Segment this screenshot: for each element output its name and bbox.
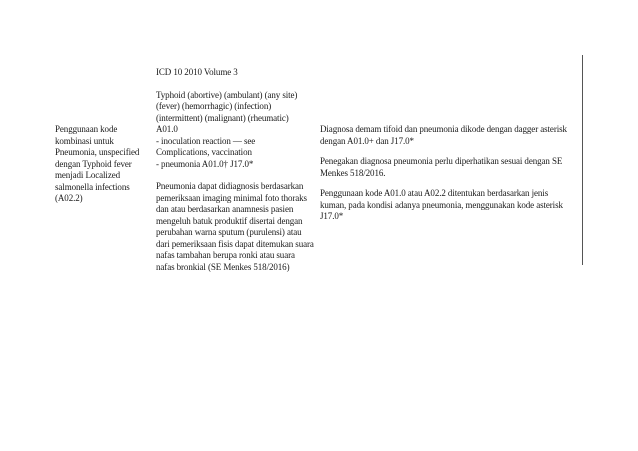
middle-line: Complications, vaccination	[156, 147, 252, 157]
left-line: Pneumonia, unspecified	[55, 147, 140, 157]
middle-line: (intermittent) (malignant) (rheumatic)	[156, 112, 289, 123]
left-cell	[55, 124, 147, 205]
left-line: menjadi Localized	[55, 170, 121, 180]
middle-line: (fever) (hemorrhagic) (infection)	[156, 101, 272, 111]
right-line: dengan A01.0+ dan J17.0*	[320, 135, 414, 146]
middle-line: pemeriksaan imaging minimal foto thoraks	[156, 192, 307, 203]
middle-line: A01.0	[156, 124, 178, 134]
right-line: Penegakan diagnosa pneumonia perlu diperhatikan sesuai dengan SE	[320, 156, 563, 166]
right-line: Diagnosa demam tifoid dan pneumonia dikode dengan dagger asterisk	[320, 124, 567, 134]
right-line: Penggunaan kode A01.0 atau A02.2 ditentukan berdasarkan jenis	[320, 188, 549, 198]
left-line: (A02.2)	[55, 193, 83, 203]
left-line: salmonella infections	[55, 181, 130, 192]
middle-line: - inoculation reaction — see	[156, 135, 256, 146]
middle-line: dari pemeriksaan fisis dapat ditemukan suara	[156, 238, 314, 249]
left-line: dengan Typhoid fever	[55, 158, 132, 169]
left-line: kombinasi untuk	[55, 135, 114, 146]
middle-line: perubahan warna sputum (purulensi) atau	[156, 227, 302, 237]
right-line: kuman, pada kondisi adanya pneumonia, menggunakan kode asterisk	[320, 199, 563, 210]
right-line: J17.0*	[320, 211, 344, 221]
middle-line: nafas bronkial (SE Menkes 518/2016)	[156, 261, 290, 272]
table-border-line	[582, 55, 583, 265]
middle-line: dan atau berdasarkan anamnesis pasien	[156, 204, 294, 214]
right-line: Menkes 518/2016.	[320, 167, 386, 178]
right-cell	[320, 124, 578, 223]
middle-line: Pneumonia dapat didiagnosis berdasarkan	[156, 181, 304, 191]
middle-line: Typhoid (abortive) (ambulant) (any site)	[156, 89, 298, 100]
middle-line: mengeluh batuk produktif disertai dengan	[156, 215, 303, 226]
middle-heading: ICD 10 2010 Volume 3	[156, 67, 238, 77]
middle-line: nafas tambahan berupa ronki atau suara	[156, 250, 295, 260]
middle-cell	[156, 67, 321, 273]
middle-line: - pneumonia A01.0† J17.0*	[156, 158, 254, 169]
left-line: Penggunaan kode	[55, 124, 118, 134]
